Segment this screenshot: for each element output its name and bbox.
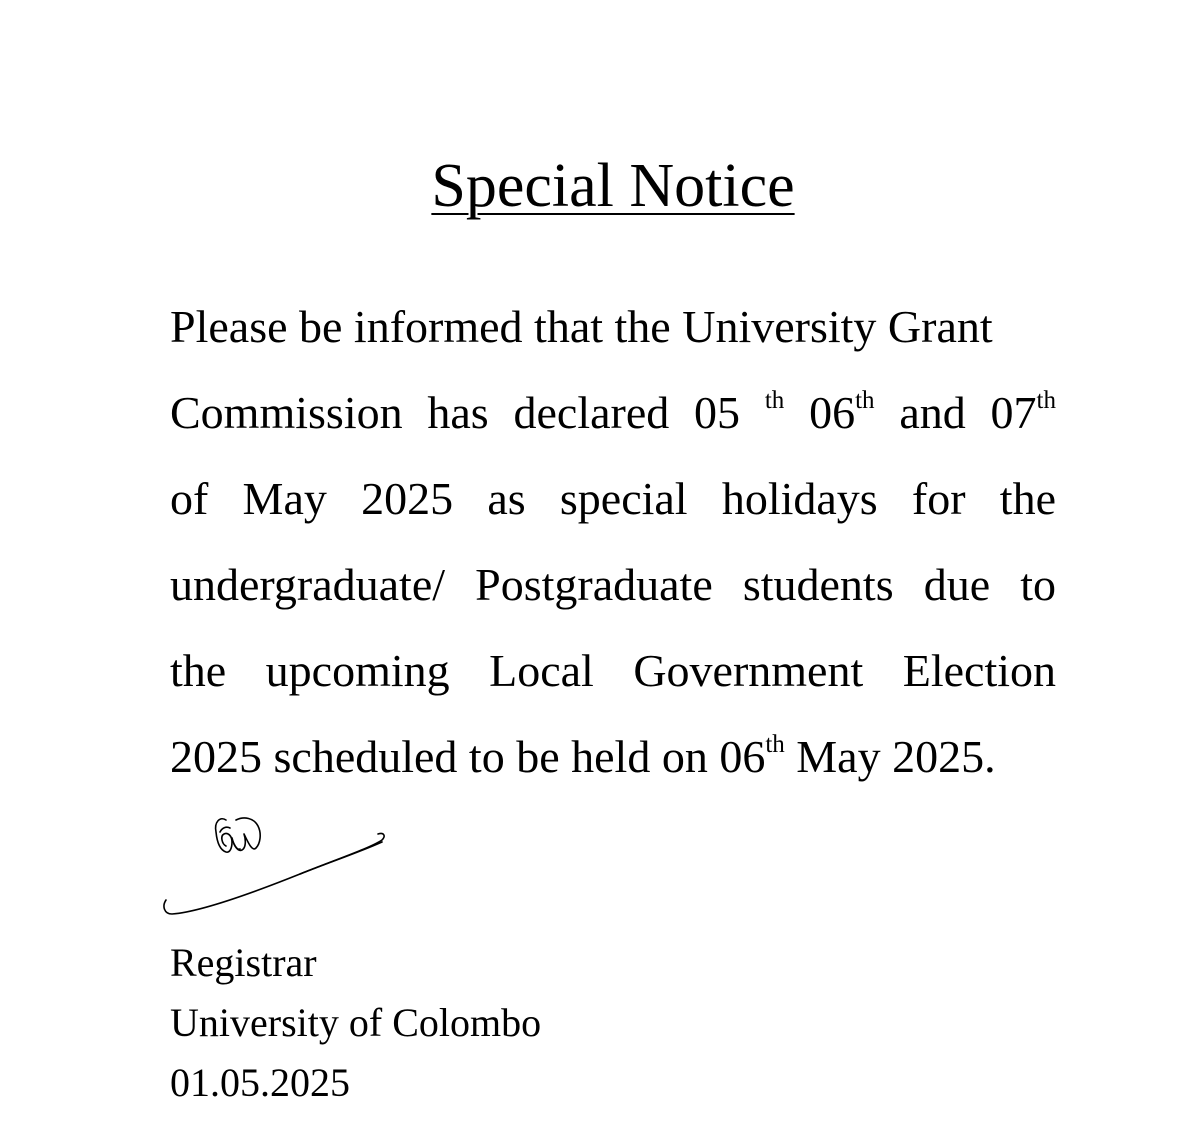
page-title: Special Notice	[431, 152, 795, 220]
ordinal-suffix: th	[855, 387, 875, 414]
signoff-role: Registrar	[170, 940, 317, 985]
notice-line: 2025 scheduled to be held on 06th May 2025.	[170, 731, 996, 782]
signoff-block	[170, 933, 541, 1113]
notice-body	[170, 292, 1056, 808]
notice-line: of May 2025 as special holidays for the	[170, 473, 1056, 524]
ordinal-suffix: th	[764, 387, 785, 414]
notice-line: undergraduate/ Postgraduate students due to	[170, 559, 1056, 610]
handwritten-signature	[160, 808, 400, 924]
signoff-date: 01.05.2025	[170, 1060, 350, 1105]
signoff-organization: University of Colombo	[170, 1000, 542, 1045]
notice-line: Commission has declared 05 $^{th}$ 06th and 07th	[170, 387, 1056, 438]
notice-line: Please be informed that the University Grant	[170, 301, 993, 352]
ordinal-suffix: th	[765, 731, 785, 758]
ordinal-suffix: th	[1036, 387, 1056, 414]
notice-line: the upcoming Local Government Election	[170, 645, 1056, 696]
